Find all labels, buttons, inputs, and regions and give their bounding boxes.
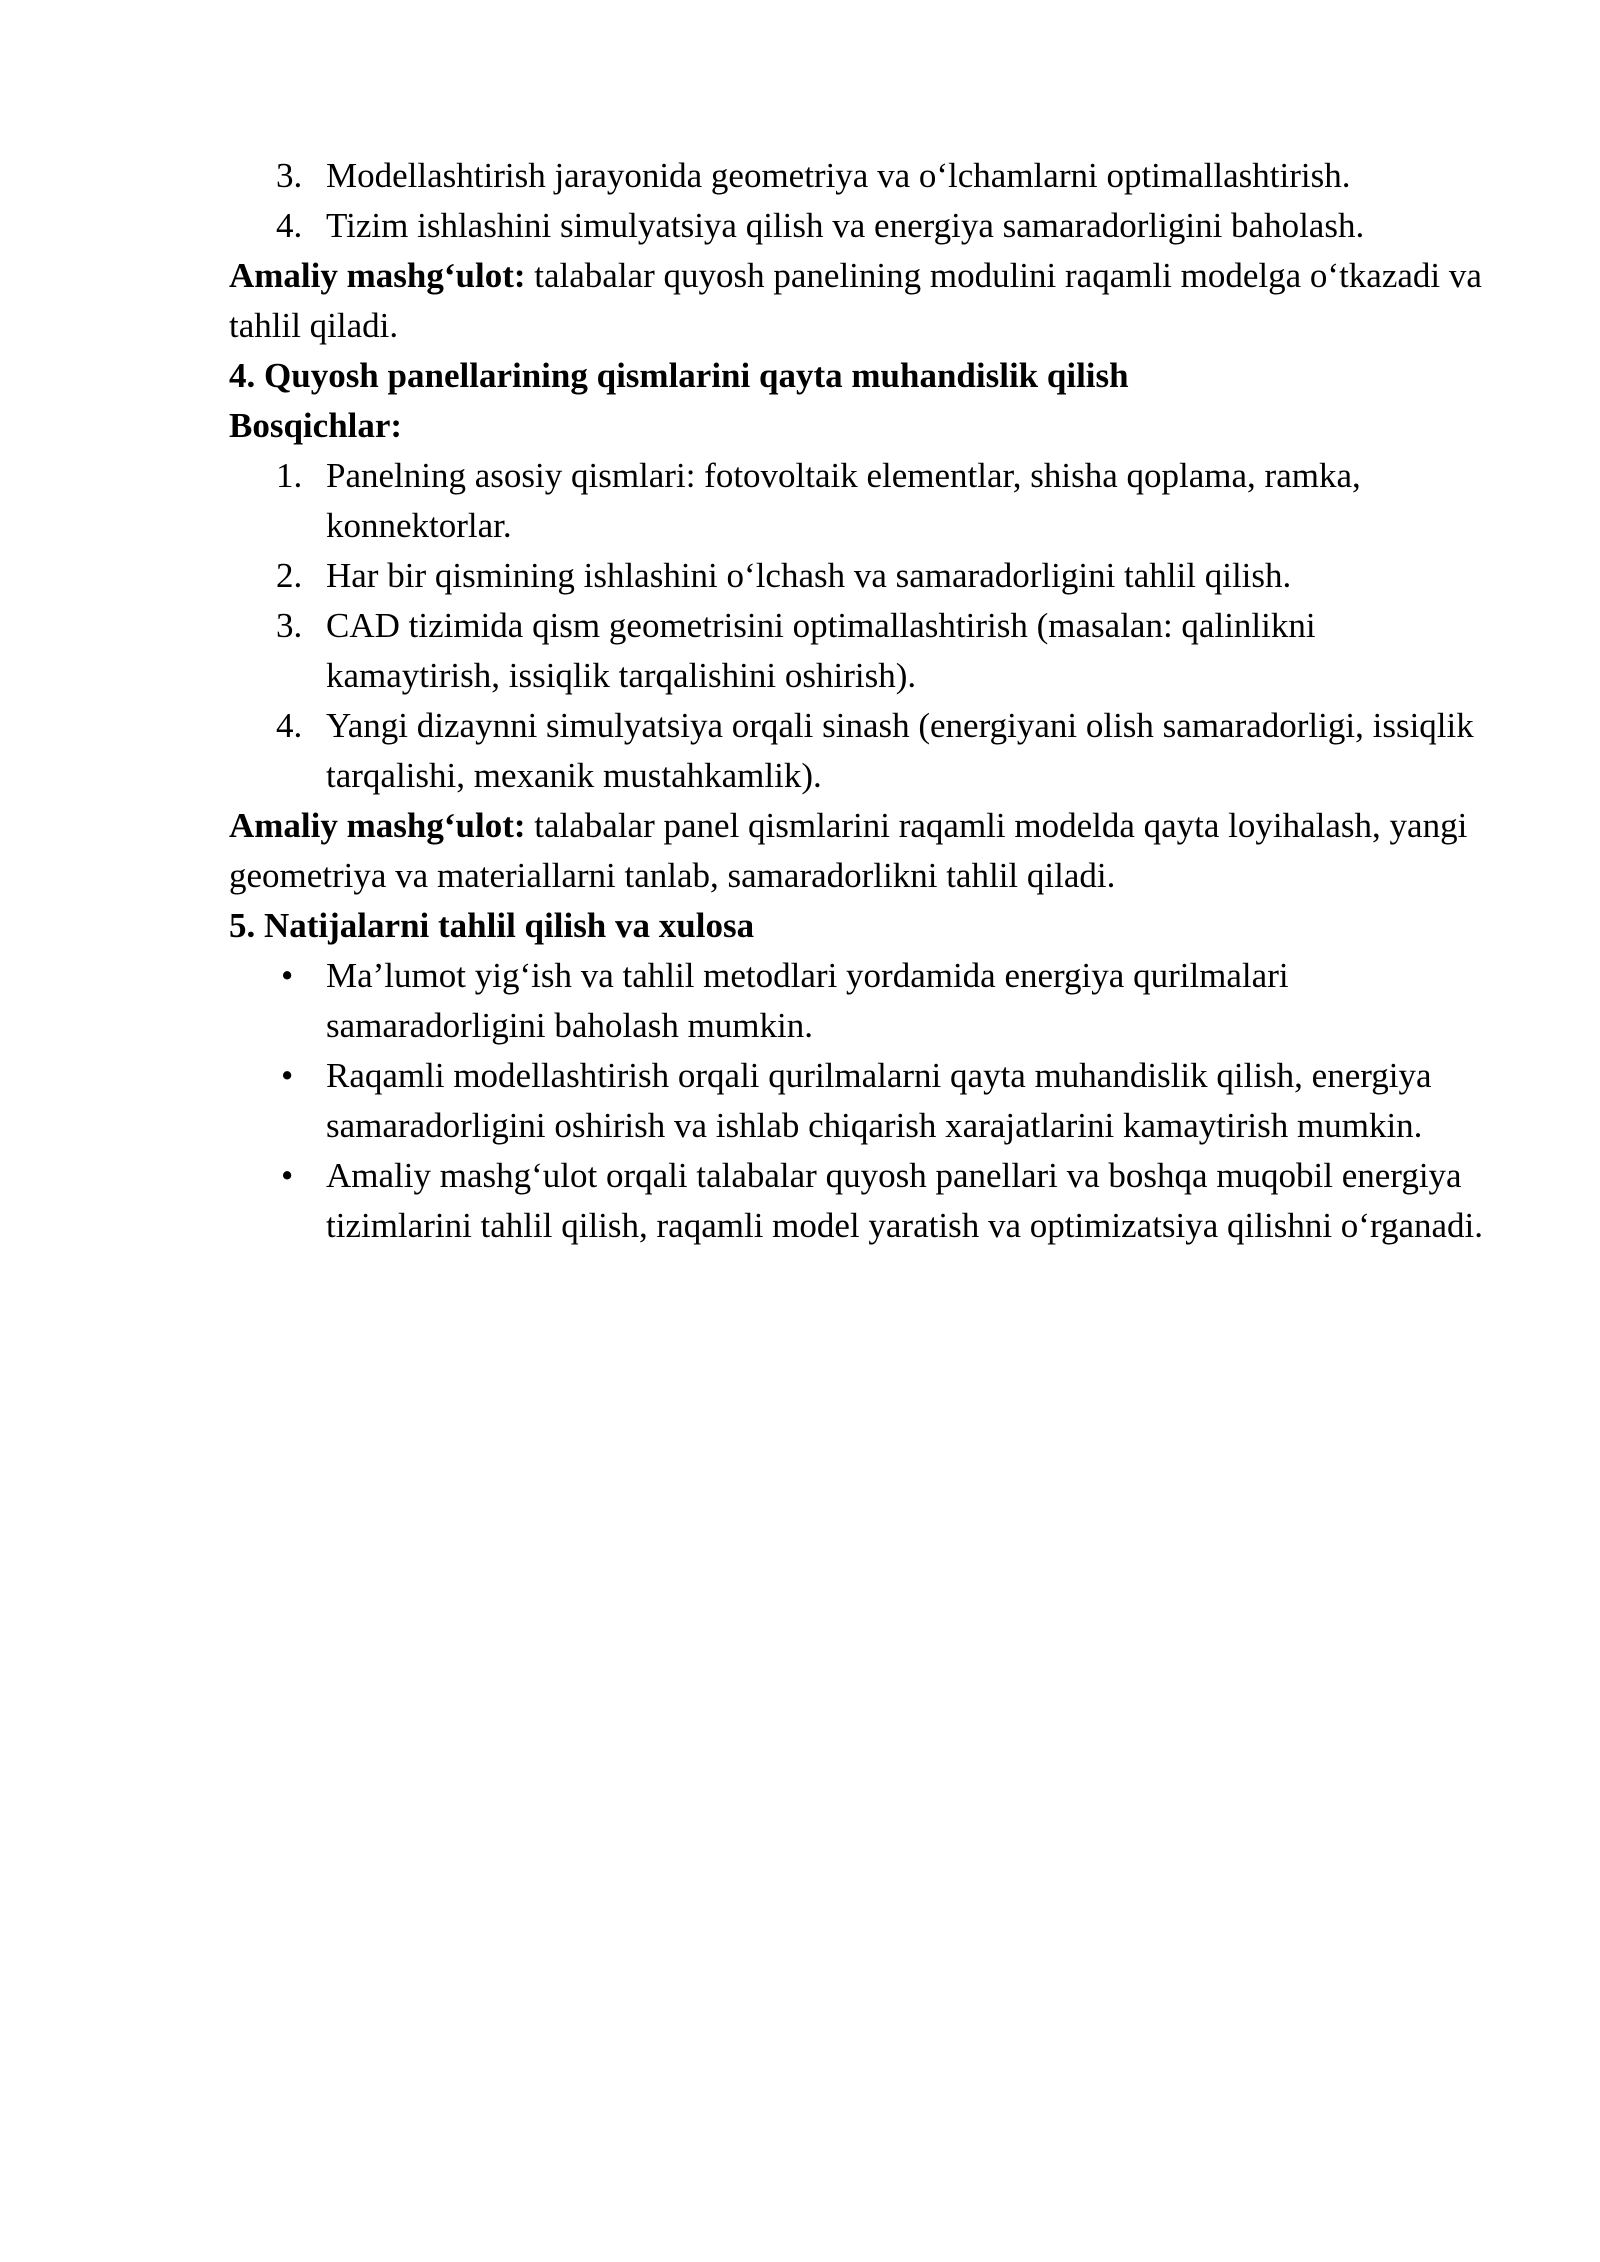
list-item bbox=[229, 701, 1489, 801]
practice-paragraph bbox=[229, 801, 1489, 901]
list-item bbox=[229, 1051, 1489, 1151]
list-item bbox=[229, 201, 1489, 251]
list-number: 3. bbox=[276, 606, 303, 645]
list-item-text: Raqamli modellashtirish orqali qurilmalarni qayta muhandislik qilish, energiya samaradorligini oshirish va ishlab chiqarish xarajatlarini kamaytirish mumkin. bbox=[326, 1056, 1432, 1145]
list-item-text: Tizim ishlashini simulyatsiya qilish va energiya samaradorligini baholash. bbox=[326, 206, 1365, 245]
list-number: 3. bbox=[276, 156, 303, 195]
list-item bbox=[229, 451, 1489, 551]
document-body bbox=[229, 151, 1489, 1251]
list-item-text: Modellashtirish jarayonida geometriya va o‘lchamlarni optimallashtirish. bbox=[326, 156, 1351, 195]
list-number: 4. bbox=[276, 206, 303, 245]
bullet-icon: • bbox=[281, 1056, 294, 1095]
list-item-text: Yangi dizaynni simulyatsiya orqali sinash (energiyani olish samaradorligi, issiqlik tarqalishi, mexanik mustahkamlik). bbox=[326, 706, 1474, 795]
list-number: 4. bbox=[276, 706, 303, 745]
list-item bbox=[229, 551, 1489, 601]
practice-label: Amaliy mashg‘ulot: bbox=[229, 256, 526, 295]
list-item-text: Panelning asosiy qismlari: fotovoltaik elementlar, shisha qoplama, ramka, konnektorlar. bbox=[326, 456, 1361, 545]
list-item bbox=[229, 951, 1489, 1051]
section-heading: 5. Natijalarni tahlil qilish va xulosa bbox=[229, 906, 755, 945]
list-item-text: CAD tizimida qism geometrisini optimallashtirish (masalan: qalinlikni kamaytirish, issiqlik tarqalishini oshirish). bbox=[326, 606, 1316, 695]
list-item bbox=[229, 601, 1489, 701]
steps-label: Bosqichlar: bbox=[229, 406, 403, 445]
list-item-text: Har bir qismining ishlashini o‘lchash va samaradorligini tahlil qilish. bbox=[326, 556, 1292, 595]
section-heading: 4. Quyosh panellarining qismlarini qayta muhandislik qilish bbox=[229, 356, 1129, 395]
list-number: 1. bbox=[276, 456, 303, 495]
practice-text: talabalar quyosh panelining modulini raqamli modelga o‘tkazadi va tahlil qiladi. bbox=[229, 256, 1482, 345]
practice-text: talabalar panel qismlarini raqamli modelda qayta loyihalash, yangi geometriya va materiallarni tanlab, samaradorlikni tahlil qiladi. bbox=[229, 806, 1468, 895]
bullet-icon: • bbox=[281, 956, 294, 995]
list-item-text: Ma’lumot yig‘ish va tahlil metodlari yordamida energiya qurilmalari samaradorligini baholash mumkin. bbox=[326, 956, 1289, 1045]
practice-paragraph bbox=[229, 251, 1489, 351]
list-item bbox=[229, 1151, 1489, 1251]
list-item bbox=[229, 151, 1489, 201]
bullet-list bbox=[229, 951, 1489, 1251]
list-item-text: Amaliy mashg‘ulot orqali talabalar quyosh panellari va boshqa muqobil energiya tizimlarini tahlil qilish, raqamli model yaratish va optimizatsiya qilishni o‘rganadi. bbox=[326, 1156, 1484, 1245]
bullet-icon: • bbox=[281, 1156, 294, 1195]
numbered-list-continued bbox=[229, 151, 1489, 251]
list-number: 2. bbox=[276, 556, 303, 595]
practice-label: Amaliy mashg‘ulot: bbox=[229, 806, 526, 845]
steps-list bbox=[229, 451, 1489, 801]
